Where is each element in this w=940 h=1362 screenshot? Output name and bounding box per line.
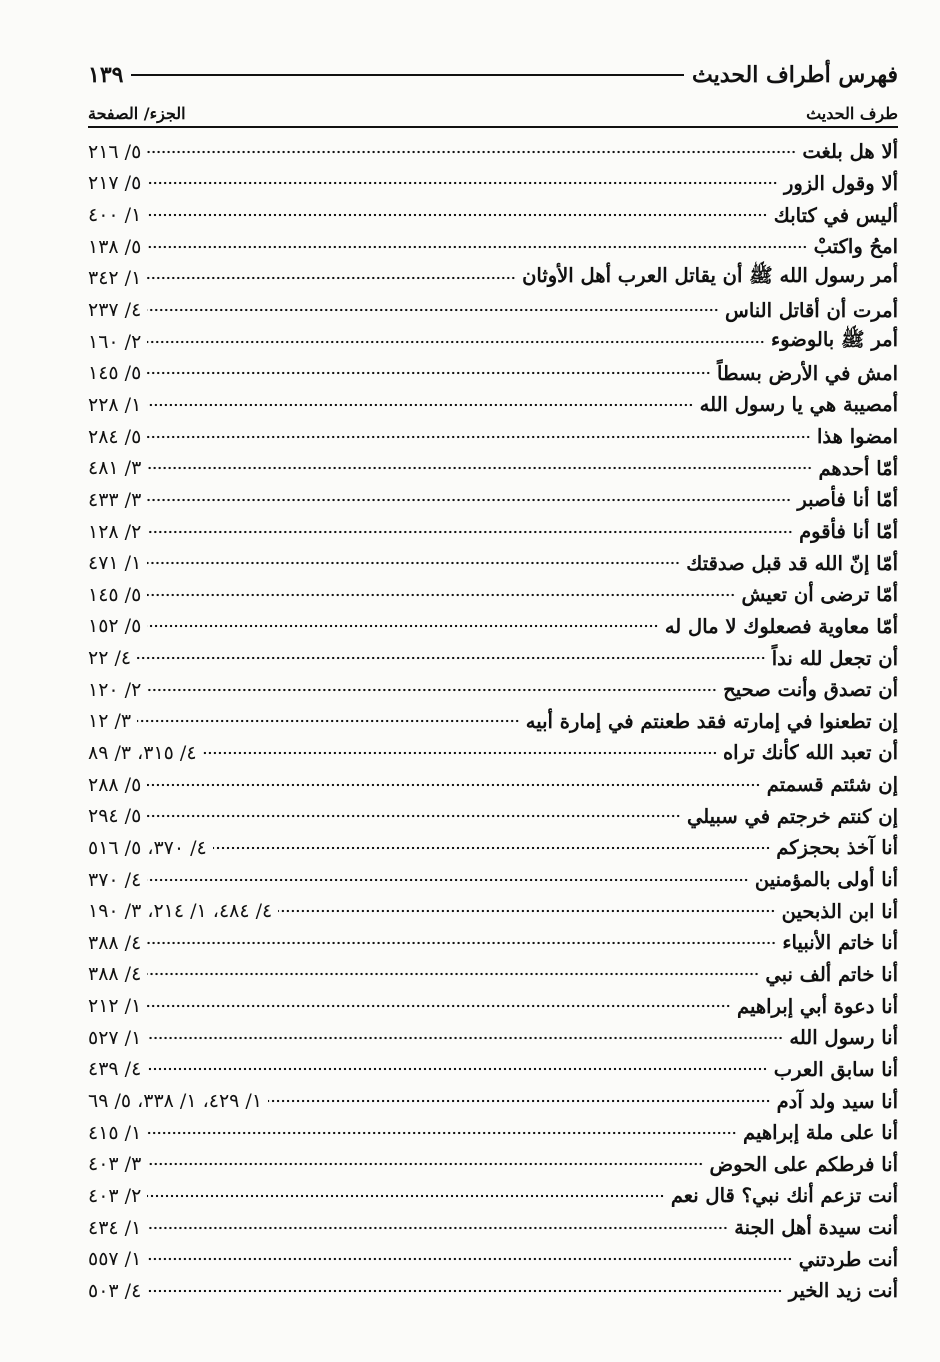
dot-leader: [203, 750, 717, 756]
index-entry: [88, 674, 898, 706]
volume-page-reference: ٤/ ٢٣٧: [88, 299, 142, 322]
volume-page-reference: ٣/ ٤٠٣: [88, 1153, 142, 1176]
hadith-incipit: امضوا هذا: [817, 425, 898, 449]
hadith-incipit: أنت سيدة أهل الجنة: [734, 1216, 898, 1240]
running-header: [88, 58, 898, 92]
volume-page-reference: ١/ ٥٥٧: [88, 1248, 142, 1271]
index-entry: [88, 737, 898, 769]
index-entry: [88, 1054, 898, 1086]
dot-leader: [147, 623, 659, 629]
volume-page-reference: ٣/ ١٢: [88, 710, 132, 733]
dot-leader: [147, 1225, 728, 1231]
hadith-incipit: إن كنتم خرجتم في سبيلي: [686, 804, 898, 828]
volume-page-reference: ١/ ٢٢٨: [88, 393, 142, 416]
index-entry: [88, 1117, 898, 1149]
hadith-incipit: أنت زيد الخير: [788, 1279, 898, 1303]
dot-leader: [213, 845, 771, 851]
volume-page-reference: ٥/ ٢٨٨: [88, 773, 142, 796]
hadith-incipit: أمّا إنّ الله قد قبل صدقتك: [686, 551, 898, 575]
volume-page-reference: ٣/ ٤٣٣: [88, 488, 142, 511]
index-entry: [88, 1243, 898, 1275]
index-entry: [88, 959, 898, 991]
hadith-incipit: إن تطعنوا في إمارته فقد طعنتم في إمارة أبيه: [525, 709, 898, 733]
dot-leader: [147, 497, 791, 503]
dot-leader: [278, 908, 775, 914]
volume-page-reference: ٥/ ٢١٧: [88, 172, 142, 195]
volume-page-reference: ١/ ٤١٥: [88, 1121, 142, 1144]
hadith-incipit: إن شئتم قسمتم: [766, 773, 898, 797]
hadith-incipit: أنا خاتم الأنبياء: [782, 931, 898, 955]
hadith-incipit: أنا دعوة أبي إبراهيم: [736, 994, 898, 1018]
hadith-incipit: أنت تزعم أنك نبي؟ قال نعم: [670, 1184, 898, 1208]
index-entry: [88, 1275, 898, 1307]
volume-page-reference: ٢/ ١٦٠: [88, 330, 142, 353]
column-heading-hadith: طرف الحديث: [806, 103, 898, 123]
index-entries: [88, 136, 898, 1307]
index-entry: [88, 1022, 898, 1054]
header-rule: [131, 74, 684, 76]
hadith-incipit: أمّا أنا فأقوم: [799, 520, 898, 543]
hadith-incipit: أمّا معاوية فصعلوك لا مال له: [664, 614, 898, 638]
dot-leader: [147, 275, 516, 281]
volume-page-reference: ٥/ ١٣٨: [88, 235, 142, 258]
hadith-incipit: أنا سيد ولد آدم: [776, 1089, 898, 1113]
column-heading-reference: الجزء/ الصفحة: [88, 103, 186, 123]
index-entry: [88, 326, 898, 358]
volume-page-reference: ١/ ٣٤٢: [88, 267, 142, 290]
volume-page-reference: ١/ ٤٣٤: [88, 1216, 142, 1239]
dot-leader: [147, 940, 776, 946]
index-entry: [88, 231, 898, 263]
index-entry: [88, 927, 898, 959]
dot-leader: [147, 1193, 665, 1199]
dot-leader: [137, 718, 520, 724]
index-entry: [88, 1180, 898, 1212]
hadith-incipit: امحُ واكتبْ: [813, 235, 898, 259]
volume-page-reference: ٥/ ١٤٥: [88, 583, 142, 606]
volume-page-reference: ١/ ٤٧١: [88, 552, 142, 575]
index-entry: [88, 864, 898, 896]
index-entry: [88, 1149, 898, 1181]
dot-leader: [147, 402, 693, 408]
hadith-incipit: أنا أولى بالمؤمنين: [754, 868, 898, 892]
hadith-incipit: أمصيبة هي يا رسول الله: [699, 393, 898, 417]
index-entry: [88, 547, 898, 579]
volume-page-reference: ١/ ٤٢٩، ١/ ٣٣٨، ٥/ ٦٩: [88, 1090, 263, 1113]
index-entry: [88, 357, 898, 389]
dot-leader: [147, 971, 759, 977]
index-entry: [88, 421, 898, 453]
volume-page-reference: ٥/ ٢٨٤: [88, 425, 142, 448]
dot-leader: [147, 1066, 767, 1072]
hadith-incipit: أمّا أحدهم: [818, 456, 898, 480]
index-entry: [88, 484, 898, 516]
volume-page-reference: ٣/ ٤٨١: [88, 457, 142, 480]
dot-leader: [147, 434, 811, 440]
hadith-incipit: أن تصدق وأنت صحيح: [723, 678, 898, 702]
dot-leader: [147, 877, 749, 883]
hadith-incipit: أنا رسول الله: [789, 1026, 898, 1050]
volume-page-reference: ٤/ ٣٨٨: [88, 963, 142, 986]
index-entry: [88, 895, 898, 927]
dot-leader: [147, 687, 717, 693]
hadith-incipit: امش في الأرض بسطاً: [717, 361, 898, 385]
index-entry: [88, 769, 898, 801]
index-entry: [88, 263, 898, 295]
dot-leader: [147, 1130, 737, 1136]
dot-leader: [147, 1161, 703, 1167]
hadith-incipit: أن تجعل لله نداً: [771, 646, 898, 670]
index-entry: [88, 168, 898, 200]
volume-page-reference: ٤/ ٥٠٣: [88, 1279, 142, 1302]
hadith-incipit: أنا على ملة إبراهيم: [742, 1121, 898, 1145]
index-entry: [88, 642, 898, 674]
heading-rule: [88, 126, 898, 128]
index-entry: [88, 199, 898, 231]
dot-leader: [147, 1035, 783, 1041]
dot-leader: [147, 212, 767, 218]
dot-leader: [147, 592, 735, 598]
hadith-incipit: أنا آخذ بحجزكم: [776, 836, 898, 860]
dot-leader: [147, 529, 793, 535]
dot-leader: [147, 782, 760, 788]
volume-page-reference: ٤/ ٣٧٠، ٥/ ٥١٦: [88, 836, 207, 859]
dot-leader: [147, 560, 680, 566]
volume-page-reference: ١/ ٤٠٠: [88, 204, 142, 227]
page-number: ١٣٩: [88, 62, 124, 88]
index-entry: [88, 611, 898, 643]
index-entry: [88, 389, 898, 421]
hadith-incipit: أليس في كتابك: [773, 203, 898, 227]
volume-page-reference: ٤/ ٣٨٨: [88, 931, 142, 954]
dot-leader: [147, 180, 778, 186]
hadith-incipit: أنا خاتم ألف نبي: [765, 962, 898, 986]
volume-page-reference: ٥/ ١٤٥: [88, 362, 142, 385]
dot-leader: [147, 1288, 782, 1294]
dot-leader: [147, 1256, 792, 1262]
index-entry: [88, 579, 898, 611]
volume-page-reference: ٢/ ١٢٨: [88, 520, 142, 543]
volume-page-reference: ٤/ ٤٨٤، ١/ ٢١٤، ٣/ ١٩٠: [88, 900, 273, 923]
dot-leader: [147, 465, 812, 471]
dot-leader: [147, 370, 711, 376]
volume-page-reference: ٤/ ٤٣٩: [88, 1058, 142, 1081]
volume-page-reference: ٥/ ١٥٢: [88, 615, 142, 638]
dot-leader: [147, 244, 807, 250]
index-entry: [88, 706, 898, 738]
dot-leader: [147, 339, 765, 345]
index-entry: [88, 136, 898, 168]
index-entry: [88, 294, 898, 326]
hadith-incipit: أمرت أن أقاتل الناس: [725, 298, 898, 322]
volume-page-reference: ٢/ ١٢٠: [88, 678, 142, 701]
hadith-incipit: أنا سابق العرب: [773, 1057, 898, 1081]
volume-page-reference: ٥/ ٢٩٤: [88, 805, 142, 828]
hadith-incipit: أمّا ترضى أن تعيش: [741, 583, 898, 607]
index-entry: [88, 990, 898, 1022]
dot-leader: [147, 813, 681, 819]
dot-leader: [137, 655, 766, 661]
index-entry: [88, 800, 898, 832]
dot-leader: [147, 307, 719, 313]
volume-page-reference: ٤/ ٢٢: [88, 647, 132, 670]
index-entry: [88, 452, 898, 484]
dot-leader: [268, 1098, 771, 1104]
index-entry: [88, 1212, 898, 1244]
volume-page-reference: ٢/ ٤٠٣: [88, 1184, 142, 1207]
running-title: فهرس أطراف الحديث: [692, 62, 898, 88]
hadith-incipit: أن تعبد الله كأنك تراه: [722, 741, 898, 765]
hadith-incipit: أمر رسول الله ﷺ أن يقاتل العرب أهل الأوثان: [522, 264, 898, 288]
volume-page-reference: ٤/ ٣١٥، ٣/ ٨٩: [88, 741, 197, 764]
hadith-incipit: أمّا أنا فأصبر: [797, 488, 898, 512]
index-entry: [88, 832, 898, 864]
hadith-incipit: أنت طردتني: [798, 1247, 898, 1271]
volume-page-reference: ٤/ ٣٧٠: [88, 868, 142, 891]
column-headings: [88, 100, 898, 126]
volume-page-reference: ١/ ٢١٢: [88, 995, 142, 1018]
hadith-incipit: أنا فرطكم على الحوض: [709, 1152, 898, 1176]
dot-leader: [147, 1003, 731, 1009]
dot-leader: [147, 149, 796, 155]
index-entry: [88, 516, 898, 548]
hadith-incipit: أنا ابن الذبحين: [781, 899, 898, 923]
volume-page-reference: ١/ ٥٢٧: [88, 1026, 142, 1049]
hadith-incipit: ألا هل بلغت: [802, 140, 898, 164]
volume-page-reference: ٥/ ٢١٦: [88, 140, 142, 163]
hadith-incipit: أمر ﷺ بالوضوء: [771, 327, 898, 351]
index-entry: [88, 1085, 898, 1117]
hadith-incipit: ألا وقول الزور: [783, 171, 898, 195]
